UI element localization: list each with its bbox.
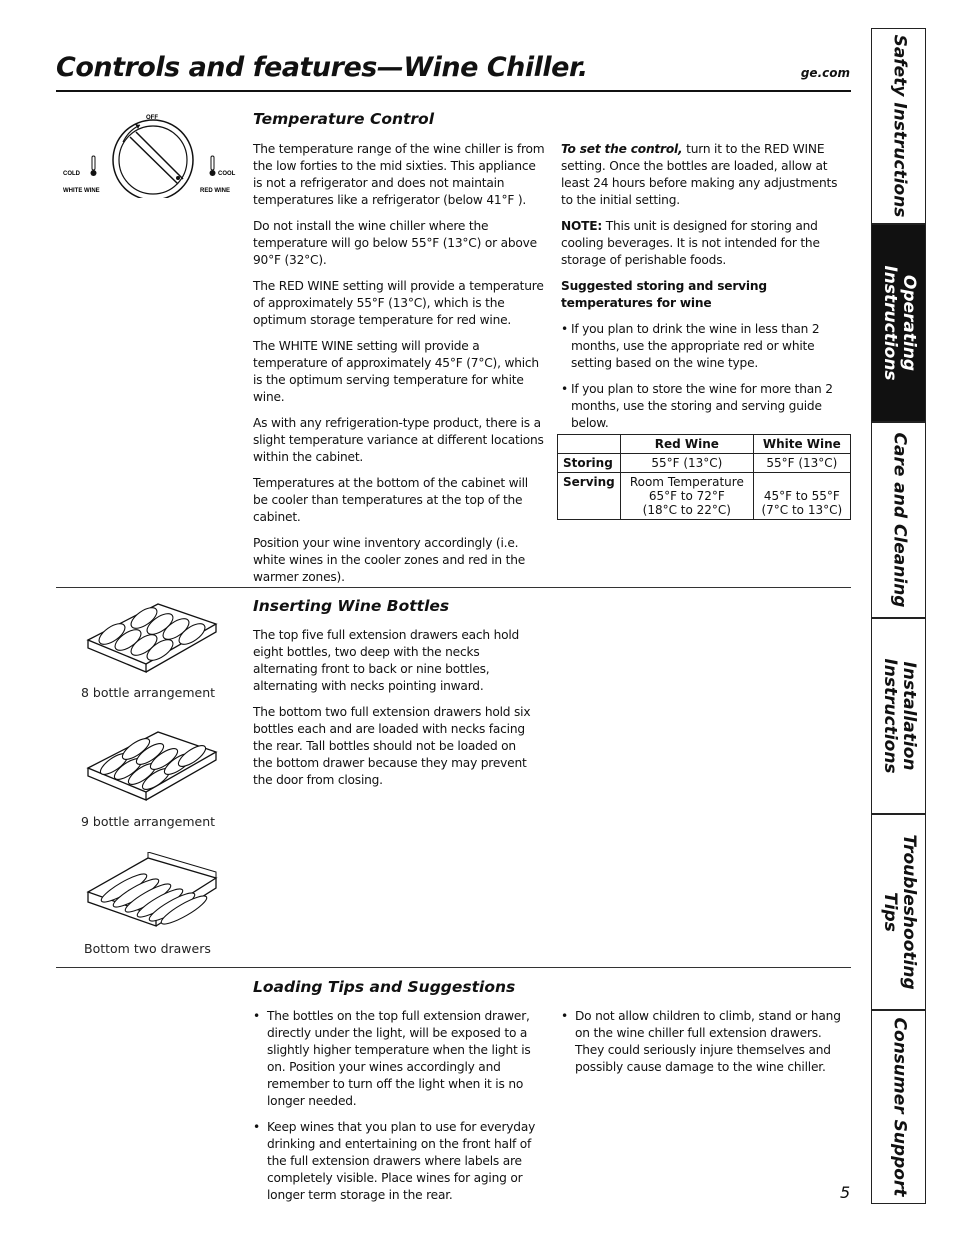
dial-marker-dot [176,176,180,180]
cool-thermometer-bulb [210,170,216,176]
dial-label-off: OFF [146,115,158,121]
storing-white-cell: 55°F (13°C) [753,454,850,473]
loading-right-bullets [561,1008,851,1085]
tab-label-line: Instructions [879,265,900,381]
table-row [558,473,851,520]
tab-operating-instructions[interactable] [871,224,926,422]
tab-care-and-cleaning[interactable] [871,422,926,618]
page-number: 5 [840,1183,851,1202]
tab-label [880,834,918,989]
serving-white-line: 45°F to 55°F [763,489,840,503]
site-url: ge.com [800,66,850,80]
row-label-serving: Serving [558,473,621,520]
serving-red-cell [621,473,754,520]
row-label-storing: Storing [558,454,621,473]
set-control-paragraph [561,141,851,209]
tab-label [880,658,918,773]
table-header-white-wine: White Wine [753,435,850,454]
list-item: • The bottles on the top full extension drawer, directly under the light, will be exposed to a slightly higher temperature when the light is on. Position your wines accordingly and remember to turn off the light when it is no longer needed. [253,1008,543,1110]
section-divider [56,967,851,968]
table-header-row [558,435,851,454]
cool-thermometer-icon [211,156,214,170]
tab-label: Care and Cleaning [889,432,909,608]
temp-paragraph: Position your wine inventory accordingly (i.e. white wines in the cooler zones and red in the warmer zones). [253,536,526,584]
section-tabs [871,28,926,1204]
table-header-red-wine: Red Wine [621,435,754,454]
temperature-control-right-column [561,141,851,441]
list-item: • Do not allow children to climb, stand or hang on the wine chiller full extension drawers. They could seriously injure themselves and possibly cause damage to the wine chiller. [561,1008,851,1076]
table-row [558,454,851,473]
tab-label-line: Troubleshooting [898,834,919,990]
wine-temperature-table [557,434,851,520]
storing-red-cell: 55°F (13°C) [621,454,754,473]
bottom-drawer-illustration [84,852,220,936]
tab-label-line: Operating [898,274,919,372]
set-control-text: turn it to the RED WINE setting. Once the bottles are loaded, allow at least 24 hours before making any adjustments to the initial setting. [561,142,838,207]
temperature-control-heading: Temperature Control [253,110,435,128]
dial-label-cool: COOL [218,171,236,177]
list-item: • If you plan to store the wine for more than 2 months, use the storing and serving guide below. [561,381,851,432]
table-header-empty [558,435,621,454]
inserting-paragraph: The top five full extension drawers each hold eight bottles, two deep with the necks alternating front to back or nine bottles, alternating with necks pointing inward. [253,628,520,693]
temp-paragraph: The WHITE WINE setting will provide a temperature of approximately 45°F (7°C), which is the optimum serving temperature for white wine. [253,339,539,404]
tab-troubleshooting-tips[interactable] [871,814,926,1010]
caption-9-bottle: 9 bottle arrangement [81,814,216,829]
temp-paragraph: The temperature range of the wine chiller is from the low forties to the mid sixties. This appliance is not a refrigerator and does not maintain temperatures like a refrigerator (below 41°F ). [253,142,545,207]
serving-white-line: (7°C to 13°C) [761,503,843,517]
dial-pointer-line-1 [130,137,178,184]
loading-left-bullets [253,1008,543,1213]
tab-label [880,265,918,380]
note-lead: NOTE: [561,219,603,233]
temp-paragraph: As with any refrigeration-type product, there is a slight temperature variance at different locations within the cabinet. [253,416,544,464]
dial-label-red-wine: RED WINE [200,188,230,194]
tab-label-line: Installation [898,661,919,771]
caption-bottom-drawers: Bottom two drawers [84,941,211,956]
serving-red-line: (18°C to 22°C) [642,503,731,517]
tab-label: Consumer Support [889,1017,909,1197]
inserting-heading: Inserting Wine Bottles [253,597,450,615]
section-divider [56,587,851,588]
dial-label-cold: COLD [63,171,80,177]
tab-label-line: Instructions [879,658,900,774]
inserting-paragraph: The bottom two full extension drawers hold six bottles each and are loaded with necks facing the rear. Tall bottles should not be loaded on the bottom drawer because they may prevent the door from closing. [253,705,531,787]
suggested-heading: Suggested storing and serving temperatures for wine [561,279,767,310]
temp-paragraph: Temperatures at the bottom of the cabinet will be cooler than temperatures at the top of the cabinet. [253,476,528,524]
list-item: • If you plan to drink the wine in less than 2 months, use the appropriate red or white setting based on the wine type. [561,321,851,372]
tab-installation-instructions[interactable] [871,618,926,814]
temperature-dial-illustration [56,108,246,198]
set-control-lead: To set the control, [561,142,683,156]
temperature-control-left-column [253,141,546,595]
tab-label-line: Tips [879,892,900,932]
serving-white-cell [753,473,850,520]
temp-paragraph: The RED WINE setting will provide a temperature of approximately 55°F (13°C), which is the optimum storage temperature for red wine. [253,279,544,327]
page-title: Controls and features—Wine Chiller. [56,52,588,83]
eight-bottle-drawer-illustration [84,598,220,676]
tab-label: Safety Instructions [889,34,909,218]
dial-pointer-line-2 [136,132,183,179]
caption-8-bottle: 8 bottle arrangement [81,685,216,700]
serving-red-line: Room Temperature [629,475,744,489]
inserting-body [253,627,538,798]
note-paragraph [561,218,851,269]
cold-thermometer-icon [92,156,95,170]
dial-label-white-wine: WHITE WINE [63,188,100,194]
note-text: This unit is designed for storing and cooling beverages. It is not intended for the storage of perishable foods. [561,219,820,267]
cold-thermometer-bulb [91,170,97,176]
serving-red-line: 65°F to 72°F [648,489,725,503]
tab-consumer-support[interactable] [871,1010,926,1204]
temp-paragraph: Do not install the wine chiller where the temperature will go below 55°F (13°C) or above 90°F (32°C). [253,219,537,267]
loading-heading: Loading Tips and Suggestions [253,978,516,996]
list-item: • Keep wines that you plan to use for everyday drinking and entertaining on the front half of the full extension drawers where labels are completely visible. Place wines for aging or longer term storage in the rear. [253,1119,543,1204]
suggested-bullets [561,321,851,432]
header-rule [56,90,851,92]
nine-bottle-drawer-illustration [84,726,220,806]
tab-safety-instructions[interactable] [871,28,926,224]
